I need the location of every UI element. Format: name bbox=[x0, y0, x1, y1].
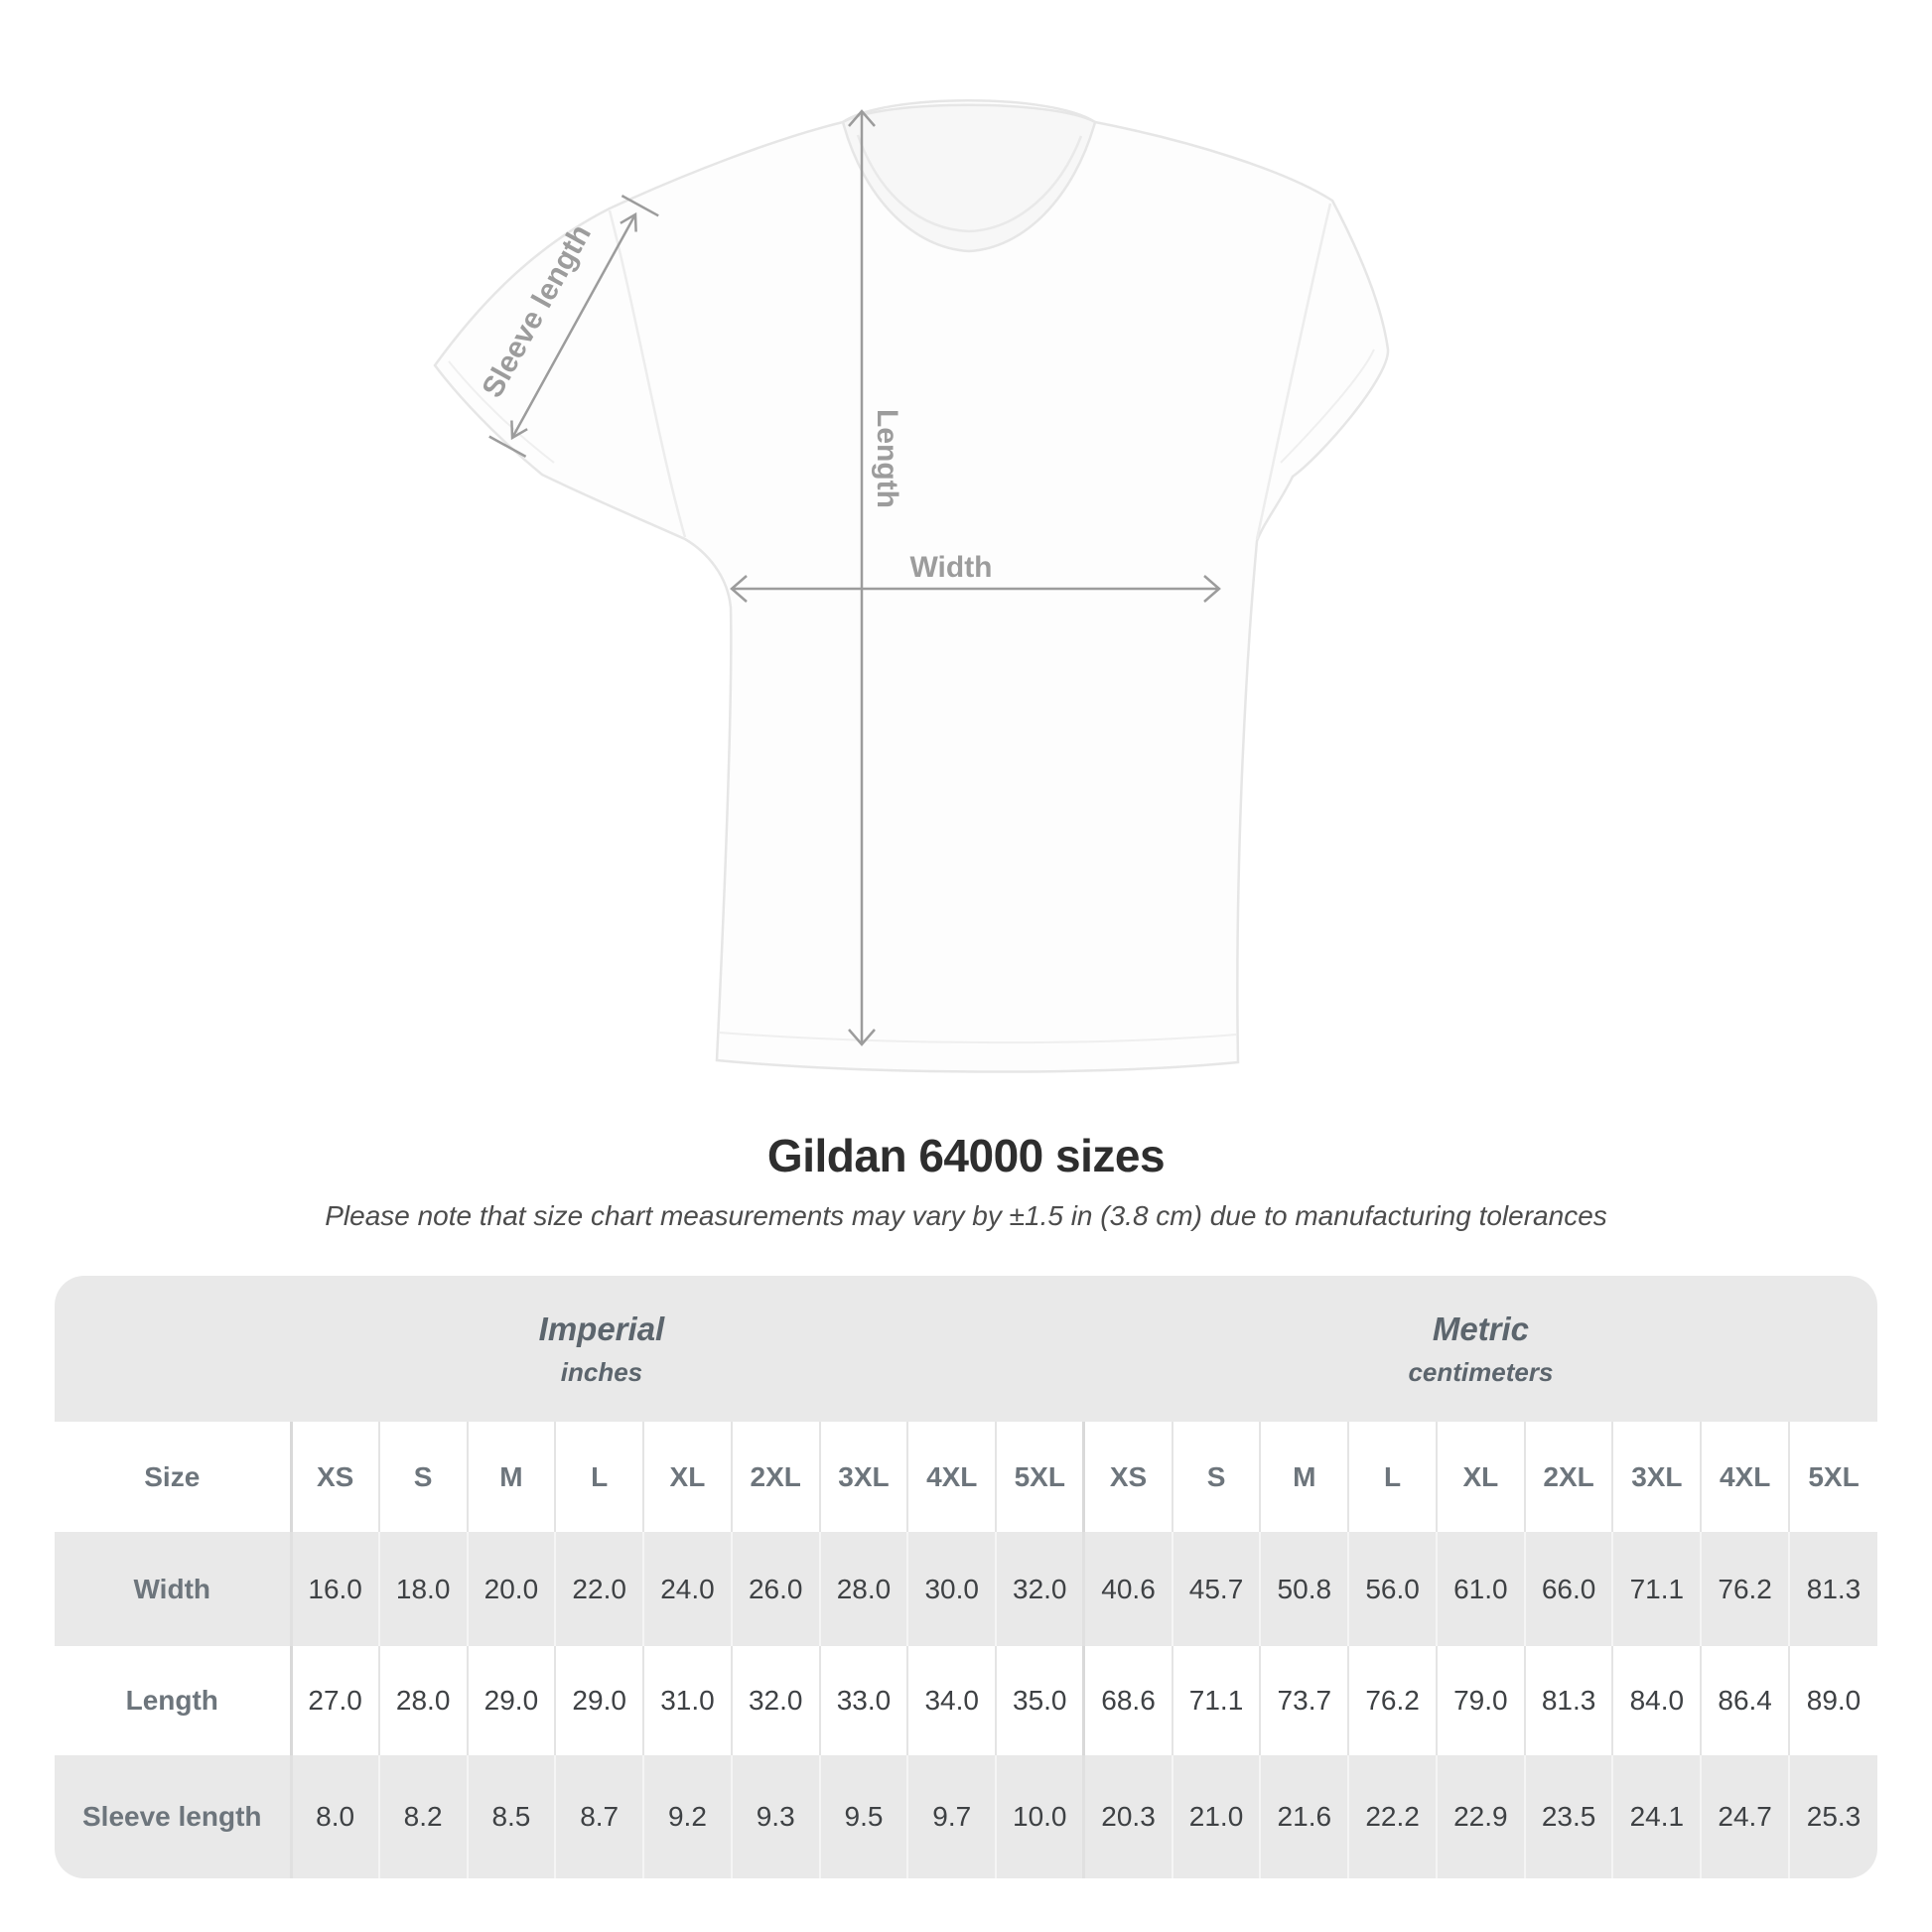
imperial-group-unit: inches bbox=[560, 1356, 643, 1387]
measurement-value-cell: 89.0 bbox=[1789, 1646, 1877, 1755]
measurement-value-cell: 68.6 bbox=[1084, 1646, 1173, 1755]
measurement-value-cell: 23.5 bbox=[1525, 1755, 1613, 1878]
measurement-value-cell: 28.0 bbox=[820, 1532, 908, 1646]
measurement-value-cell: 31.0 bbox=[643, 1646, 732, 1755]
measurement-value-cell: 8.2 bbox=[379, 1755, 468, 1878]
measurement-value-cell: 16.0 bbox=[291, 1532, 379, 1646]
row-label-sleeve-length: Sleeve length bbox=[81, 1801, 262, 1832]
measurement-value-cell: 79.0 bbox=[1437, 1646, 1525, 1755]
metric-group-name: Metric bbox=[1432, 1310, 1530, 1347]
size-column-header: 5XL bbox=[1789, 1422, 1877, 1532]
measurement-value-cell: 21.6 bbox=[1260, 1755, 1348, 1878]
measurement-value-cell: 34.0 bbox=[907, 1646, 996, 1755]
imperial-group-header bbox=[55, 1276, 1084, 1422]
page-title: Gildan 64000 sizes bbox=[766, 1130, 1166, 1181]
measurement-value-cell: 21.0 bbox=[1173, 1755, 1261, 1878]
size-column-header: 2XL bbox=[1525, 1422, 1613, 1532]
sleeve-length-label: Sleeve length bbox=[476, 218, 599, 403]
size-column-header: 4XL bbox=[1701, 1422, 1789, 1532]
measurement-value-cell: 9.5 bbox=[820, 1755, 908, 1878]
size-column-header: 4XL bbox=[907, 1422, 996, 1532]
measurement-value-cell: 8.0 bbox=[291, 1755, 379, 1878]
metric-group-unit: centimeters bbox=[1408, 1356, 1554, 1387]
measurement-value-cell: 22.9 bbox=[1437, 1755, 1525, 1878]
size-column-header: 3XL bbox=[820, 1422, 908, 1532]
measurement-value-cell: 22.0 bbox=[555, 1532, 643, 1646]
width-label: Width bbox=[909, 551, 993, 584]
length-label: Length bbox=[871, 409, 903, 508]
imperial-group-name: Imperial bbox=[538, 1310, 665, 1347]
measurement-value-cell: 76.2 bbox=[1348, 1646, 1437, 1755]
measurement-value-cell: 81.3 bbox=[1525, 1646, 1613, 1755]
size-table bbox=[55, 1276, 1877, 1878]
size-column-title: Size bbox=[144, 1460, 201, 1492]
measurement-value-cell: 32.0 bbox=[996, 1532, 1084, 1646]
measurement-value-cell: 25.3 bbox=[1789, 1755, 1877, 1878]
measurement-value-cell: 8.5 bbox=[468, 1755, 556, 1878]
measurement-value-cell: 40.6 bbox=[1084, 1532, 1173, 1646]
measurement-value-cell: 22.2 bbox=[1348, 1755, 1437, 1878]
measurement-value-cell: 20.0 bbox=[468, 1532, 556, 1646]
measurement-value-cell: 20.3 bbox=[1084, 1755, 1173, 1878]
measurement-value-cell: 9.7 bbox=[907, 1755, 996, 1878]
size-column-header: M bbox=[468, 1422, 556, 1532]
measurement-value-cell: 86.4 bbox=[1701, 1646, 1789, 1755]
measurement-value-cell: 10.0 bbox=[996, 1755, 1084, 1878]
table-row-length bbox=[55, 1646, 1877, 1755]
measurement-value-cell: 24.7 bbox=[1701, 1755, 1789, 1878]
measurement-value-cell: 71.1 bbox=[1173, 1646, 1261, 1755]
size-column-header: 3XL bbox=[1612, 1422, 1701, 1532]
measurement-value-cell: 73.7 bbox=[1260, 1646, 1348, 1755]
measurement-value-cell: 26.0 bbox=[732, 1532, 820, 1646]
measurement-value-cell: 50.8 bbox=[1260, 1532, 1348, 1646]
size-column-header: S bbox=[379, 1422, 468, 1532]
measurement-value-cell: 24.1 bbox=[1612, 1755, 1701, 1878]
measurement-value-cell: 84.0 bbox=[1612, 1646, 1701, 1755]
measurement-value-cell: 33.0 bbox=[820, 1646, 908, 1755]
row-label-length: Length bbox=[125, 1685, 218, 1716]
measurement-value-cell: 30.0 bbox=[907, 1532, 996, 1646]
measurement-value-cell: 81.3 bbox=[1789, 1532, 1877, 1646]
measurement-value-cell: 56.0 bbox=[1348, 1532, 1437, 1646]
measurement-value-cell: 45.7 bbox=[1173, 1532, 1261, 1646]
size-column-header: XS bbox=[291, 1422, 379, 1532]
size-column-header: L bbox=[555, 1422, 643, 1532]
size-header-row bbox=[55, 1422, 1877, 1532]
measurement-value-cell: 9.2 bbox=[643, 1755, 732, 1878]
size-column-header: XS bbox=[1084, 1422, 1173, 1532]
measurement-value-cell: 66.0 bbox=[1525, 1532, 1613, 1646]
size-column-header: 2XL bbox=[732, 1422, 820, 1532]
measurement-value-cell: 8.7 bbox=[555, 1755, 643, 1878]
measurement-value-cell: 24.0 bbox=[643, 1532, 732, 1646]
size-table-card bbox=[55, 1276, 1877, 1878]
row-label-width: Width bbox=[133, 1573, 210, 1604]
measurement-value-cell: 27.0 bbox=[291, 1646, 379, 1755]
measurement-value-cell: 9.3 bbox=[732, 1755, 820, 1878]
measurement-value-cell: 29.0 bbox=[555, 1646, 643, 1755]
metric-group-header bbox=[1084, 1276, 1877, 1422]
table-row-width bbox=[55, 1532, 1877, 1646]
measurement-value-cell: 61.0 bbox=[1437, 1532, 1525, 1646]
measurement-value-cell: 28.0 bbox=[379, 1646, 468, 1755]
tolerance-note: Please note that size chart measurements may vary by ±1.5 in (3.8 cm) due to manufacturing tolerances bbox=[325, 1200, 1607, 1231]
size-column-header: S bbox=[1173, 1422, 1261, 1532]
measurement-value-cell: 18.0 bbox=[379, 1532, 468, 1646]
measurement-value-cell: 32.0 bbox=[732, 1646, 820, 1755]
measurement-value-cell: 76.2 bbox=[1701, 1532, 1789, 1646]
measurement-value-cell: 71.1 bbox=[1612, 1532, 1701, 1646]
size-column-header: XL bbox=[1437, 1422, 1525, 1532]
unit-group-row bbox=[55, 1276, 1877, 1422]
size-column-header: XL bbox=[643, 1422, 732, 1532]
measurement-value-cell: 35.0 bbox=[996, 1646, 1084, 1755]
measurement-value-cell: 29.0 bbox=[468, 1646, 556, 1755]
size-column-header: 5XL bbox=[996, 1422, 1084, 1532]
size-column-header: M bbox=[1260, 1422, 1348, 1532]
table-row-sleeve-length bbox=[55, 1755, 1877, 1878]
size-column-header: L bbox=[1348, 1422, 1437, 1532]
